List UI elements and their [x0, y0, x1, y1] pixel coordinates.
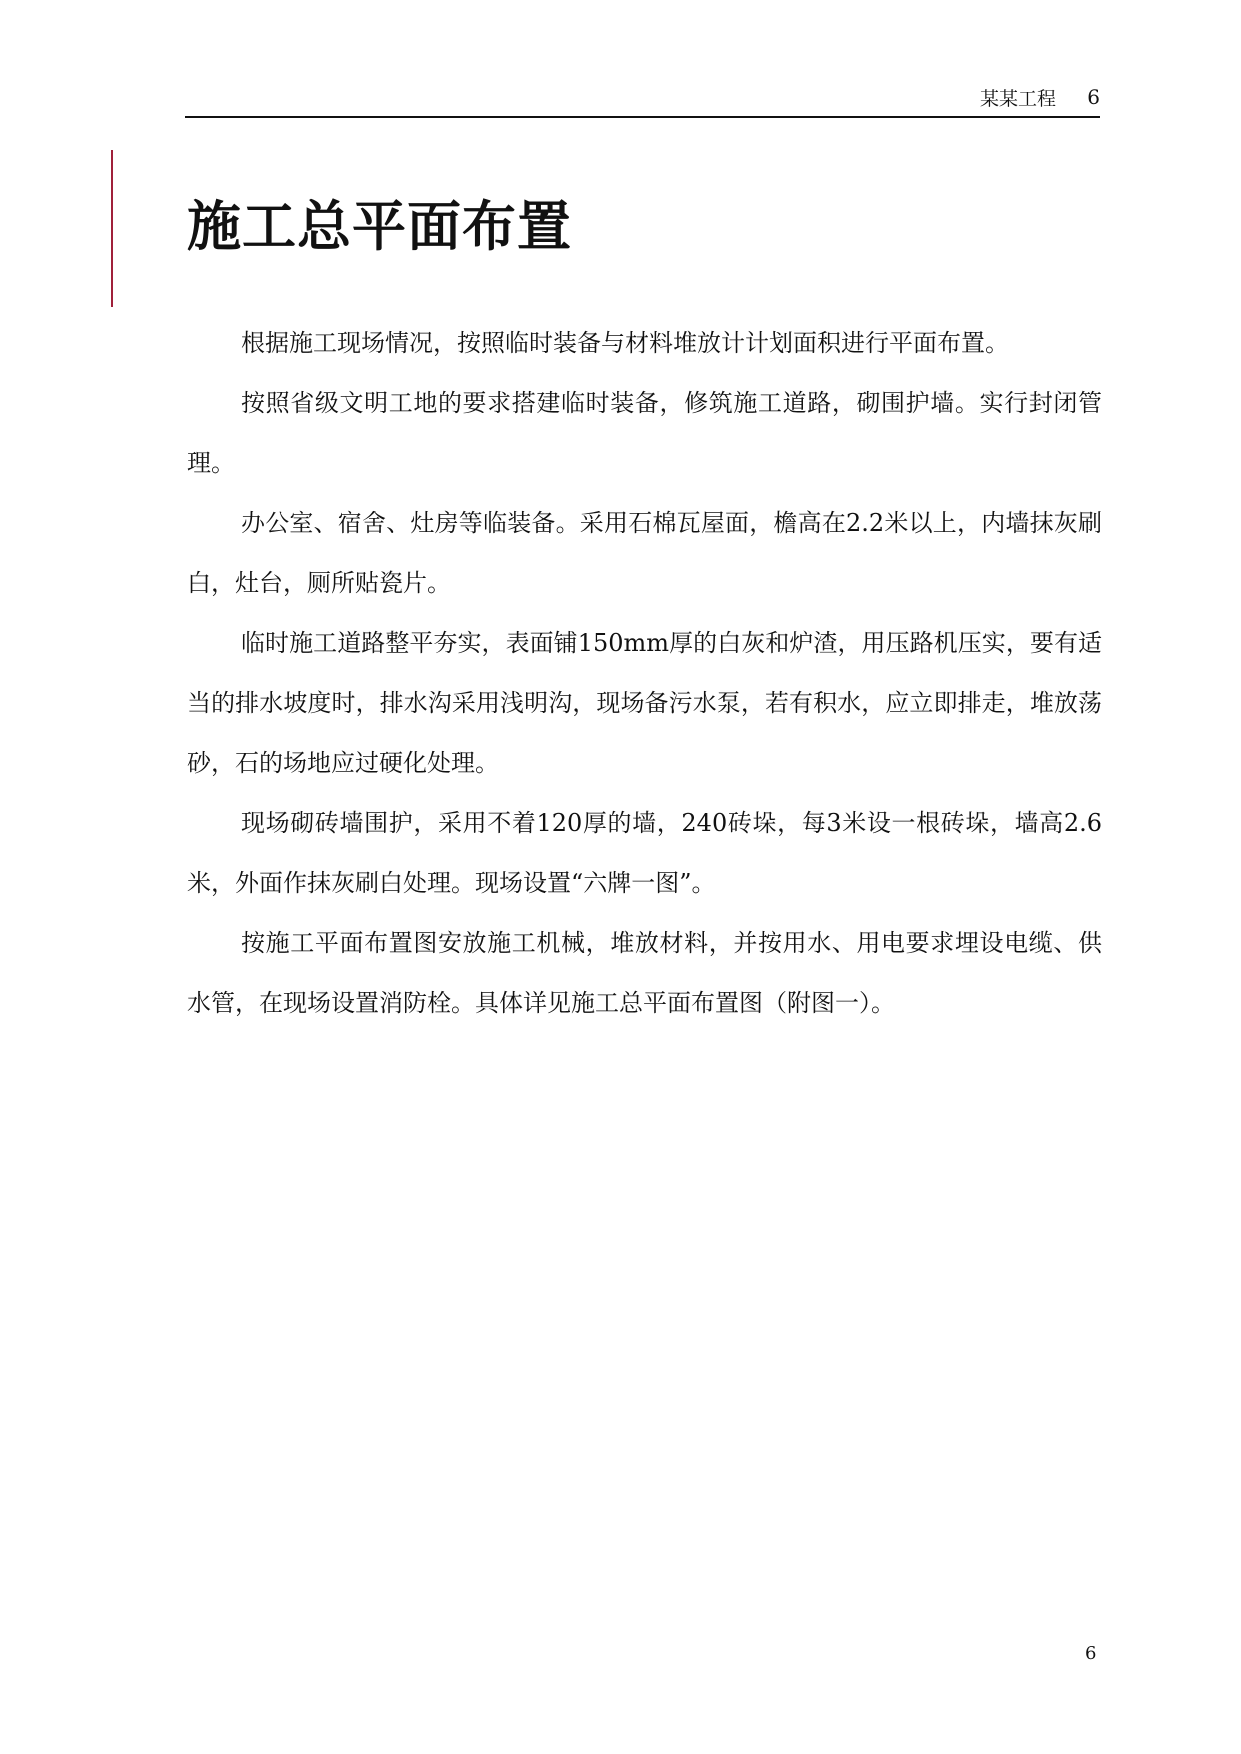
footer-page-number: 6 — [1085, 1643, 1097, 1664]
section-side-rule — [111, 150, 113, 307]
paragraph-1: 根据施工现场情况，按照临时装备与材料堆放计计划面积进行平面布置。 — [241, 329, 1009, 357]
body-text — [187, 313, 1102, 1033]
paragraph-5: 现场砌砖墙围护，采用不着120厚的墙，240砖垛，每3米设一根砖垛，墙高2.6米，外面作抹灰刷白处理。现场设置“六牌一图”。 — [187, 809, 1102, 897]
paragraph-6: 按施工平面布置图安放施工机械，堆放材料，并按用水、用电要求埋设电缆、供水管，在现场设置消防栓。具体详见施工总平面布置图（附图一）。 — [187, 929, 1102, 1017]
header-title: 某某工程 — [979, 88, 1056, 110]
paragraph-2: 按照省级文明工地的要求搭建临时装备，修筑施工道路，砌围护墙。实行封闭管理。 — [187, 389, 1102, 477]
section-title: 施工总平面布置 — [187, 195, 572, 258]
paragraph-4: 临时施工道路整平夯实，表面铺150mm厚的白灰和炉渣，用压路机压实，要有适当的排水坡度时，排水沟采用浅明沟，现场备污水泵，若有积水，应立即排走，堆放荡砂，石的场地应过硬化处理。 — [187, 629, 1102, 777]
header-page-number: 6 — [1087, 85, 1100, 109]
paragraph-3: 办公室、宿舍、灶房等临装备。采用石棉瓦屋面，檐高在2.2米以上，内墙抹灰刷白，灶台，厕所贴瓷片。 — [187, 509, 1102, 597]
page-header — [185, 82, 1100, 118]
